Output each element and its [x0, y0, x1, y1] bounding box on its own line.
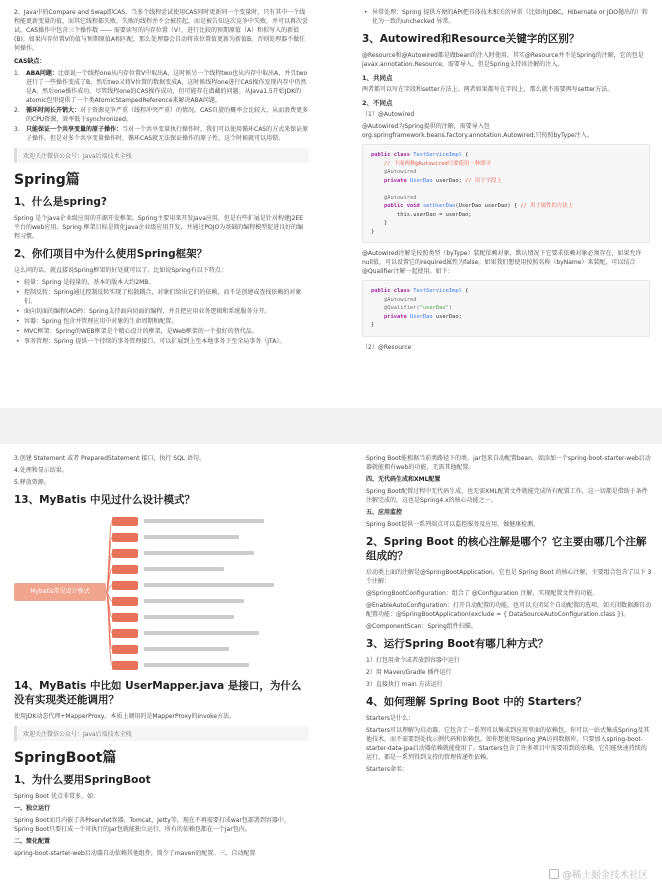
question-autowired-resource: 3、Autowired和Resource关键字的区别？: [362, 33, 580, 45]
advantage-simple-config: 二、简化配置: [14, 838, 51, 845]
bottom-page: [0, 444, 662, 887]
bottom-left-column: [14, 454, 309, 884]
mindmap-node: [112, 661, 138, 670]
subheading-differences: 2、不同点: [362, 99, 393, 107]
springboot-advantages: Spring Boot 优点非常多，如：: [14, 793, 99, 800]
resource-label: （2）@Resource: [362, 343, 412, 351]
mindmap-node: [112, 565, 138, 574]
wechat-quote: 欢迎关注微信公众号：Java后端技术全栈: [14, 148, 309, 163]
autowired-label: （1）@Autowired: [362, 111, 415, 118]
mindmap-node: [112, 581, 138, 590]
auto-config-text: Spring Boot能根据当前类路径下的类、jar包来自动配置bean，如添加一个spring-boot-starter-web启动器就能拥有web的功能，无需其他配置。: [366, 455, 651, 471]
mindmap-leaf: [144, 663, 249, 667]
mindmap-node: [112, 517, 138, 526]
run-option-1: 1）打包用命令或者放到容器中运行: [366, 657, 460, 664]
mindmap-node: [112, 645, 138, 654]
watermark: @稀土掘金技术社区: [549, 867, 648, 881]
spring-features-list: [14, 278, 309, 346]
list-item: • 事务管理：Spring 提供一个持续的事务管理接口，可以扩展到上至本地事务下至全局事务（JTA）。: [14, 337, 309, 346]
list-item: • 控制反转：Spring通过控制反转实现了松散耦合，对象们给出它们的依赖，而不是创建或查找依赖的对象们。: [14, 288, 309, 306]
answer-why-spring: 这么问的话，就直接说Spring框架的好处就可以了。比如说Spring有以下特点：: [14, 267, 227, 274]
advantage-no-xml: 四、无代码生成和XML配置: [366, 476, 441, 483]
mindmap-node: [112, 549, 138, 558]
list-item: • 异常处理：Spring 提供方便的API把具体技术相关的异常（比如由JDBC，Hibernate or JDO抛出的）转化为一致的unchecked 异常。: [362, 8, 650, 26]
cas-drawbacks-list: [14, 69, 309, 143]
mindmap-leaf: [144, 567, 224, 571]
list-item: • MVC框架：Spring的WEB框架是个精心设计的框架，是Web框架的一个很好的替代品。: [14, 327, 309, 336]
question-why-spring: 2、你们项目中为什么使用Spring框架？: [14, 248, 208, 260]
question-core-annotation: 2、Spring Boot 的核心注解是哪个？它主要由哪几个注解组成的？: [366, 536, 647, 562]
juejin-logo-icon: [549, 869, 559, 879]
cas-drawbacks-title: CAS缺点：: [14, 58, 46, 65]
mindmap-node: [112, 613, 138, 622]
advantage-monitoring: 五、应用监控: [366, 509, 403, 516]
mindmap-leaf: [144, 599, 244, 603]
jdbc-step-5: 5.释放资源。: [14, 479, 50, 486]
mindmap-node: [112, 533, 138, 542]
advantage-monitoring-text: Spring Boot提供一系列端点可以监控服务及应用，做健康检测。: [366, 521, 540, 528]
list-item: 3. 只能保证一个共享变量的原子操作：当对一个共享变量执行操作时，我们可以使用循环CAS的方式来保证原子操作，但是对多个共享变量操作时，循环CAS就无法保证操作的原子性，这个时候就可以用锁。: [14, 126, 309, 142]
annotation-enableautoconfiguration: @EnableAutoConfiguration：打开自动配置的功能，也可以关闭某个自动配置的选项，如关闭数据源自动配置功能：@SpringBootApplication(exclude = { DataSourceAutoConfiguration.class })。: [366, 602, 652, 618]
list-item: 1. ABA问题：比如说一个线程one从内存位置V中取出A，这时候另一个线程two也从内存中取出A，并且two进行了一些操作变成了B，然后two又将V位置的数据变成A，这时候线程one进行CAS操作发现内存中仍然是A，然后one操作成功。尽管线程one的CAS操作成功，但可能存在潜藏的问题。从Java1.5开始JDK的atomic包里提供了一个类AtomicStampedReference来解决ABA问题。: [14, 70, 308, 104]
mindmap-leaf: [144, 615, 234, 619]
list-item: 2. 循环时间长开销大：对于资源竞争严重（线程冲突严重）的情况，CAS自旋的概率会比较大，从而浪费更多的CPU资源，效率低于synchronized。: [14, 107, 309, 123]
mindmap-leaf: [144, 631, 259, 635]
autowired-bytype-text: @Autowired注解是按照类型（byType）装配依赖对象，默认情况下它要求依赖对象必须存在，如果允许null值，可以设置它的required属性为false。如果我们想使用按照名称（byName）来装配，可以结合@Qualifier注解一起使用。如下：: [362, 250, 642, 275]
run-option-3: 3）直接执行 main 方法运行: [366, 681, 443, 688]
mindmap-leaf: [144, 519, 264, 523]
advantage-standalone-text: Spring Boot而且内嵌了各种servlet容器，Tomcat、Jetty等，现在不再需要打成war包部署到容器中，Spring Boot只要打成一个可执行的jar包就能独立运行，所有的依赖包都在一个jar包内。: [14, 817, 290, 833]
mindmap-root: Mybatis常见设计模式: [14, 583, 106, 601]
advantage-standalone: 一、独立运行: [14, 805, 51, 812]
advantage-simple-config-text: spring-boot-starter-web启动器自动依赖其他组件，简少了maven的配置。三、自动配置: [14, 850, 256, 857]
question-mybatis-patterns: 13、MyBatis 中见过什么设计模式？: [14, 494, 196, 506]
question-starters: 4、如何理解 Spring Boot 中的 Starters？: [366, 696, 587, 708]
mindmap-leaf: [144, 647, 229, 651]
question-why-springboot: 1、为什么要用SpringBoot: [14, 774, 151, 786]
starters-text: Starters可以理解为启动器，它包含了一系列可以集成到应用里面的依赖包，你可以一站式集成Spring及其他技术，而不需要到处找示例代码和依赖包。如你想使用Spring JPA访问数据库，只要加入spring-boot-starter-data-jpa启动器依赖就能使用了。Starters包含了许多项目中需要用到的依赖，它们能快速持续的运行，都是一系列得到支持的管理传递性依赖。: [366, 727, 650, 761]
code-block-autowired: public class TestServiceImpl { // 下面两种@Autowired只要使用一种即可 @Autowired private UserDao userDao; // 用于字段上 @Autowired public void setUserDao(UserDao userDao) { // 用于属性的方法上 this.userDao = userDao; } }: [362, 144, 650, 243]
answer-core-annotation: 启动类上面的注解是@SpringBootApplication，它也是 Spring Boot 的核心注解，主要组合包含了以下 3 个注解：: [366, 569, 652, 585]
wechat-quote: 欢迎关注微信公众号：Java后端技术全栈: [14, 726, 309, 741]
top-right-column: [362, 8, 650, 404]
answer-autowired-resource: @Resource和@Autowired都是做bean的注入时使用，其实@Resource并不是Spring的注解，它的包是javax.annotation.Resource，需要导入，但是Spring支持该注解的注入。: [362, 52, 644, 68]
section-title-springboot: SpringBoot篇: [14, 750, 117, 766]
annotation-componentscan: @ComponentScan：Spring组件扫描。: [366, 623, 477, 630]
mindmap-leaf: [144, 535, 239, 539]
question-what-is-spring: 1、什么是spring?: [14, 196, 107, 208]
answer-what-is-spring: Spring 是个java企业级应用的开源开发框架。Spring主要用来开发Java应用，但是有些扩展是针对构建J2EE平台的web应用。Spring 框架目标是简化Java企业级应用开发，并通过POJO为基础的编程模型促进良好的编程习惯。: [14, 215, 304, 240]
advantage-no-xml-text: Spring Boot配置过程中无代码生成，也无需XML配置文件就能完成所有配置工作，这一切都是借助于条件注解完成的，这也是Spring4.x的核心功能之一。: [366, 488, 648, 504]
code-block-qualifier: public class TestServiceImpl { @Autowired @Qualifier("userDao") private UserDao userDao; }: [362, 280, 650, 337]
mindmap-leaf: [144, 583, 274, 587]
annotation-springbootconfiguration: @SpringBootConfiguration：组合了 @Configuration 注解，实现配置文件的功能。: [366, 590, 599, 597]
jdbc-step-4: 4.处理和显示结果。: [14, 467, 68, 474]
jdbc-step-3: 3.创建 Statement 或者 PreparedStatement 接口，执行 SQL 语句。: [14, 455, 206, 462]
starters-what: Starters是什么：: [366, 715, 414, 722]
list-item: • 轻量：Spring 是轻量的，基本的版本大约2MB。: [14, 278, 309, 287]
mindmap-leaf: [144, 551, 254, 555]
mybatis-patterns-mindmap: [14, 513, 309, 673]
mindmap-node: [112, 597, 138, 606]
run-option-2: 2）用 Maven/Gradle 插件运行: [366, 669, 452, 676]
list-item: • 容器：Spring 包含并管理应用中对象的生命周期和配置。: [14, 317, 309, 326]
section-title-spring: Spring篇: [14, 172, 80, 188]
cas-intro: 2、Java中的Compare and Swap即CAS，当多个线程尝试使用CAS同时更新同一个变量时，只有其中一个线程能更新变量的值，而其它线程都失败，失败的线程并不会被挂起，而是被告知这次竞争中失败，并可以再次尝试。CAS操作中包含三个操作数 —— 需要读写的内存位置（V）、进行比较的预期原值（A）和拟写入的新值(B)。如果内存位置V的值与预期原值A相匹配，那么处理器会自动将该位置值更新为新值B。否则处理器不做任何操作。: [14, 9, 309, 52]
subheading-common: 1、共同点: [362, 74, 393, 82]
list-item: • 面向切面的编程(AOP)：Spring支持面向切面的编程，并且把应用业务逻辑和系统服务分开。: [14, 307, 309, 316]
question-usermapper-interface: 14、MyBatis 中比如 UserMapper.java 是接口，为什么没有实现类还能调用？: [14, 680, 302, 706]
autowired-desc: @Autowired为Spring提供的注解，需要导入包org.springframework.beans.factory.annotation.Autowired;只按照byType注入。: [362, 123, 593, 139]
mindmap-node: [112, 629, 138, 638]
answer-usermapper-interface: 使用JDK动态代理+MapperProxy。本质上调用的是MapperProxy的invoke方法。: [14, 713, 236, 720]
bottom-right-column: [366, 454, 652, 864]
top-left-column: [14, 8, 309, 404]
common-text: 两者都可以写在字段和setter方法上。两者如果都写在字段上，那么就不需要再写setter方法。: [362, 86, 614, 93]
top-page: [0, 0, 662, 408]
starters-naming: Starters命名：: [366, 766, 408, 773]
question-run-springboot: 3、运行Spring Boot有哪几种方式？: [366, 638, 549, 650]
